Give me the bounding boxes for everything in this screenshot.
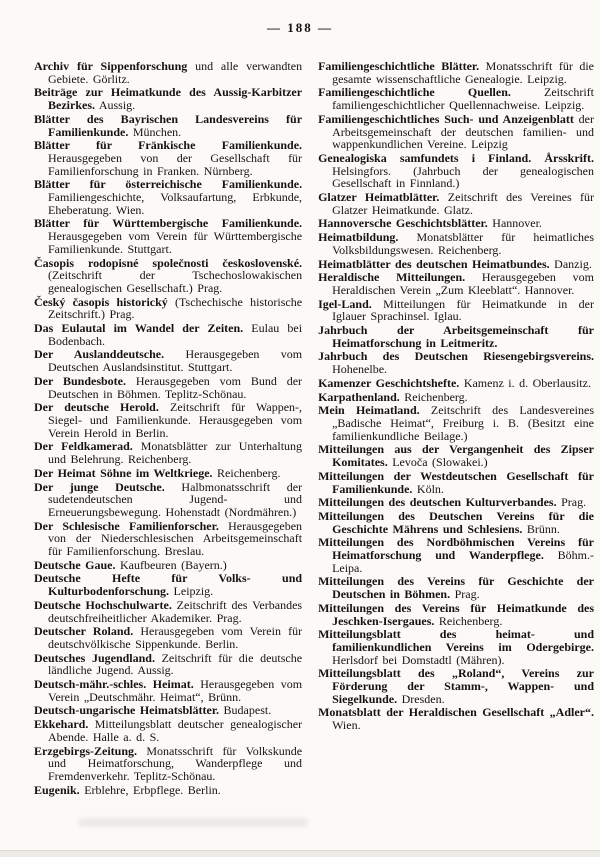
entry-title: Erzgebirgs-Zeitung. bbox=[34, 743, 137, 758]
entry-title: Archiv für Sippenforschung bbox=[34, 59, 188, 73]
entry bbox=[34, 348, 302, 373]
entry bbox=[34, 217, 302, 255]
entry-title: Mitteilungen des Vereins für Geschichte der Deutschen in Böhmen. bbox=[318, 574, 594, 602]
entry-title: Hannoversche Geschichtsblätter. bbox=[318, 216, 488, 231]
entry-text: Hohenelbe. bbox=[332, 362, 388, 377]
entry-text: Herausgegeben von der Gesellschaft für Familienforschung in Franken. Nürnberg. bbox=[48, 150, 303, 178]
entry-text: Danzig. bbox=[549, 256, 592, 271]
entry-title: Blätter für österreichische Familienkunde. bbox=[34, 177, 303, 192]
entry-title: Blätter für Württembergische Familienkunde. bbox=[34, 216, 303, 231]
entry bbox=[318, 510, 594, 535]
entry-title: Jahrbuch der Arbeitsgemeinschaft für Heimatforschung in Leitmeritz. bbox=[318, 323, 594, 350]
entry bbox=[34, 572, 302, 597]
entry-title: Deutsche Gaue. bbox=[34, 557, 116, 572]
entry-title: Der junge Deutsche. bbox=[34, 479, 165, 494]
entry-text: Herausgegeben vom Verein für Württembergische Familienkunde. Stuttgart. bbox=[48, 229, 303, 256]
entry-title: Mitteilungen des Deutschen Vereins für die Geschichte Mährens und Schlesiens. bbox=[318, 508, 594, 536]
entry-text: Herausgegeben vom Verein „Deutschmähr. Heimat“, Brünn. bbox=[48, 677, 303, 704]
entry-title: Der Heimat Söhne im Weltkriege. bbox=[34, 465, 213, 480]
entry-text: Böhm.-Leipa. bbox=[332, 548, 595, 575]
entry-title: Kamenzer Geschichtshefte. bbox=[318, 375, 460, 390]
entry bbox=[34, 625, 302, 650]
entry-text: Herausgegeben vom Verein für deutschvölkische Sippenkunde. Berlin. bbox=[48, 624, 303, 651]
entry-title: Deutscher Roland. bbox=[34, 624, 134, 639]
entry bbox=[34, 467, 302, 480]
entry bbox=[318, 575, 594, 600]
left-column bbox=[34, 60, 302, 797]
entry bbox=[34, 599, 302, 624]
entry-text: und alle verwandten Gebiete. Görlitz. bbox=[48, 59, 303, 86]
entry-text: Brünn. bbox=[522, 521, 560, 536]
entry bbox=[318, 536, 594, 574]
entry-title: Mitteilungen aus der Vergangenheit des Zipser Komitates. bbox=[318, 442, 594, 470]
entry-title: Genealogiska samfundets i Finland. Årsskrift. bbox=[318, 150, 594, 165]
entry bbox=[34, 678, 302, 703]
entry-text: (Zeitschrift der Tschechoslowakischen genealogischen Gesellschaft.) Prag. bbox=[48, 268, 303, 295]
entry-title: Der Feldkamerad. bbox=[34, 439, 133, 454]
entry-title: Igel-Land. bbox=[318, 296, 372, 311]
entry-text: Herausgegeben vom Deutschen Auslandsinstitut. Stuttgart. bbox=[48, 347, 303, 375]
entry-text: Köln. bbox=[412, 481, 444, 496]
entry bbox=[318, 86, 594, 111]
entry-text: Familiengeschichte, Volksaufartung, Erbkunde, Eheberatung. Wien. bbox=[48, 190, 303, 217]
entry-text: Aussig. bbox=[95, 98, 136, 113]
entry-text: Zeitschrift des Vereines für Glatzer Heimatkunde. Glatz. bbox=[332, 190, 594, 217]
entry bbox=[318, 377, 594, 390]
text-columns bbox=[34, 60, 594, 797]
entry-text: Herausgegeben vom Heraldischen Verein „Zum Kleeblatt“. Hannover. bbox=[332, 270, 594, 297]
entry-text: Reichenberg. bbox=[399, 389, 468, 404]
entry-text: Helsingfors. (Jahrbuch der genealogischen Gesellschaft in Finnland.) bbox=[332, 163, 594, 191]
entry-title: Mitteilungen des Nordböhmischen Vereins für Heimatforschung und Wanderpflege. bbox=[318, 535, 594, 563]
entry-title: Jahrbuch des Deutschen Riesengebirgsvereins. bbox=[318, 349, 594, 364]
entry bbox=[318, 258, 594, 271]
entry-text: Zeitschrift für Wappen-, Siegel- und Familienkunde. Herausgegeben vom Verein Herold in Berlin. bbox=[48, 400, 303, 440]
entry-text: Mitteilungsblatt deutscher genealogischer Abende. Halle a. d. S. bbox=[48, 717, 303, 744]
entry bbox=[318, 60, 594, 85]
entry bbox=[34, 60, 302, 85]
entry-title: Heraldische Mitteilungen. bbox=[318, 270, 466, 285]
entry-title: Das Eulautal im Wandel der Zeiten. bbox=[34, 321, 244, 336]
entry-text: Mitteilungen für Heimatkunde in der Iglauer Sprachinsel. Iglau. bbox=[332, 296, 594, 324]
entry-text: Zeitschrift des Verbandes deutschfreiheitlicher Akademiker. Prag. bbox=[48, 597, 303, 625]
entry bbox=[34, 401, 302, 439]
entry bbox=[34, 178, 302, 216]
entry bbox=[318, 706, 594, 731]
entry bbox=[318, 298, 594, 323]
entry-title: Mitteilungen des deutschen Kulturverbandes. bbox=[318, 495, 557, 510]
entry bbox=[318, 324, 594, 349]
entry-title: Eugenik. bbox=[34, 782, 80, 797]
entry-title: Der Auslanddeutsche. bbox=[34, 347, 165, 362]
entry-text: Hannover. bbox=[487, 216, 542, 231]
entry-text: Budapest. bbox=[219, 703, 272, 718]
entry-title: Der deutsche Herold. bbox=[34, 400, 159, 415]
entry-title: Der Schlesische Familienforscher. bbox=[34, 518, 219, 533]
entry bbox=[318, 113, 594, 151]
right-column bbox=[318, 60, 594, 733]
entry bbox=[34, 652, 302, 677]
entry bbox=[318, 271, 594, 296]
entry-title: Der Bundesbote. bbox=[34, 373, 126, 388]
entry bbox=[34, 322, 302, 347]
entry-text: Leipzig. bbox=[169, 584, 214, 599]
entry-title: Mitteilungsblatt des „Roland“, Vereins zur Förderung der Stamm-, Wappen- und Siegelkunde. bbox=[318, 666, 594, 706]
entry-text: Prag. bbox=[450, 587, 480, 602]
entry bbox=[34, 113, 302, 138]
entry-text: Herausgegeben von der Niederschlesischen Arbeitsgemeinschaft für Familienforschung. Breslau. bbox=[48, 518, 303, 559]
entry bbox=[34, 375, 302, 400]
entry-text: Erblehre, Erbpflege. Berlin. bbox=[79, 782, 221, 797]
entry bbox=[34, 520, 302, 558]
entry-text: München. bbox=[128, 124, 182, 139]
entry-text: Halbmonatsschrift der sudetendeutschen Jugend- und Erneuerungsbewegung. Hohenstadt (Nordmähren.) bbox=[48, 479, 303, 519]
entry-text: Herausgegeben vom Bund der Deutschen in Böhmen. Teplitz-Schönau. bbox=[48, 373, 303, 401]
entry bbox=[318, 350, 594, 375]
entry-text: (Tschechische historische Zeitschrift.) Prag. bbox=[48, 294, 303, 322]
entry bbox=[318, 391, 594, 404]
entry-text: Zeitschrift für die deutsche ländliche Jugend. Aussig. bbox=[48, 650, 303, 678]
scan-artifact-bleedthrough bbox=[78, 818, 308, 827]
entry-title: Mitteilungsblatt des heimat- und familienkundlichen Vereins im Odergebirge. bbox=[318, 627, 594, 654]
entry-title: Familiengeschichtliches Such- und Anzeigenblatt bbox=[318, 111, 574, 126]
entry bbox=[34, 440, 302, 465]
entry-title: Mein Heimatland. bbox=[318, 403, 420, 418]
entry bbox=[318, 152, 594, 190]
entry-text: Monatsblätter zur Unterhaltung und Belehrung. Reichenberg. bbox=[48, 439, 303, 467]
entry-title: Deutsche Hochschulwarte. bbox=[34, 597, 172, 612]
entry-title: Mitteilungen des Vereins für Heimatkunde des Jeschken-Isergaues. bbox=[318, 600, 594, 628]
entry-title: Deutsch-mähr.-schles. Heimat. bbox=[34, 677, 194, 692]
entry-title: Heimatblätter des deutschen Heimatbundes. bbox=[318, 256, 550, 271]
entry-title: Heimatbildung. bbox=[318, 230, 399, 245]
entry-title: Monatsblatt der Heraldischen Gesellschaft „Adler“. bbox=[318, 705, 594, 720]
entry-title: Ekkehard. bbox=[34, 717, 89, 732]
entry bbox=[34, 784, 302, 797]
entry bbox=[318, 470, 594, 495]
entry-text: Zeitschrift familiengeschichtlicher Quellennachweise. Leipzig. bbox=[332, 85, 595, 113]
entry-text: Reichenberg. bbox=[212, 465, 281, 480]
entry-text: Reichenberg. bbox=[434, 613, 503, 628]
entry-text: Zeitschrift des Landesvereines „Badische Heimat“, Freiburg i. B. (Besitzt eine familienkundliche Beilage.) bbox=[332, 403, 594, 443]
entry bbox=[318, 667, 594, 705]
entry-text: Dresden. bbox=[397, 691, 445, 706]
entry-title: Karpathenland. bbox=[318, 389, 400, 404]
entry bbox=[318, 231, 594, 256]
entry bbox=[34, 704, 302, 717]
entry-text: Prag. bbox=[556, 495, 587, 510]
entry-title: Blätter des Bayrischen Landesvereins für Familienkunde. bbox=[34, 111, 303, 139]
entry bbox=[34, 559, 302, 572]
entry-title: Deutsches Jugendland. bbox=[34, 650, 155, 665]
entry-title: Mitteilungen der Westdeutschen Gesellschaft für Familienkunde. bbox=[318, 468, 594, 496]
entry bbox=[318, 217, 594, 230]
entry bbox=[34, 139, 302, 177]
entry bbox=[34, 257, 302, 295]
entry-text: Levoča (Slowakei.) bbox=[387, 455, 488, 470]
entry bbox=[318, 191, 594, 216]
entry-title: Deutsch-ungarische Heimatsblätter. bbox=[34, 703, 220, 718]
entry bbox=[34, 86, 302, 111]
entry bbox=[34, 745, 302, 783]
entry-text: Monatsblätter für heimatliches Volksbildungswesen. Reichenberg. bbox=[332, 230, 594, 257]
entry-text: Kaufbeuren (Bayern.) bbox=[115, 557, 227, 572]
entry bbox=[318, 404, 594, 442]
entry-title: Familiengeschichtliche Blätter. bbox=[318, 59, 480, 73]
entry bbox=[318, 496, 594, 509]
entry-title: Familiengeschichtliche Quellen. bbox=[318, 85, 511, 100]
entry bbox=[318, 443, 594, 468]
entry-text: der Arbeitsgemeinschaft der deutschen familien- und wappenkundlichen Vereine. Leipzig bbox=[332, 111, 594, 152]
entry bbox=[34, 718, 302, 743]
entry bbox=[318, 602, 594, 627]
entry-title: Deutsche Hefte für Volks- und Kulturbodenforschung. bbox=[34, 571, 303, 599]
entry-text: Wien. bbox=[332, 718, 361, 733]
entry-title: Blätter für Fränkische Familienkunde. bbox=[34, 138, 303, 153]
entry bbox=[318, 628, 594, 666]
page-number: — 188 — bbox=[267, 20, 333, 35]
page-bottom-edge bbox=[0, 850, 600, 857]
entry-title: Český časopis historický bbox=[34, 294, 168, 309]
entry-title: Glatzer Heimatblätter. bbox=[318, 190, 440, 205]
entry bbox=[34, 481, 302, 519]
entry-text: Monatsschrift für die gesamte wissenschaftliche Genealogie. Leipzig. bbox=[332, 59, 595, 86]
entry bbox=[34, 296, 302, 321]
entry-title: Beiträge zur Heimatkunde des Aussig-Karbitzer Bezirkes. bbox=[34, 85, 303, 113]
entry-title: Časopis rodopisné společnosti československé. bbox=[34, 255, 303, 270]
entry-text: Monatsschrift für Volkskunde und Heimatforschung, Wanderpflege und Fremdenverkehr. Teplitz-Schönau. bbox=[48, 743, 303, 783]
entry-text: Kamenz i. d. Oberlausitz. bbox=[459, 375, 591, 390]
entry-text: Herlsdorf bei Domstadtl (Mähren). bbox=[332, 652, 505, 667]
entry-text: Eulau bei Bodenbach. bbox=[48, 321, 303, 348]
